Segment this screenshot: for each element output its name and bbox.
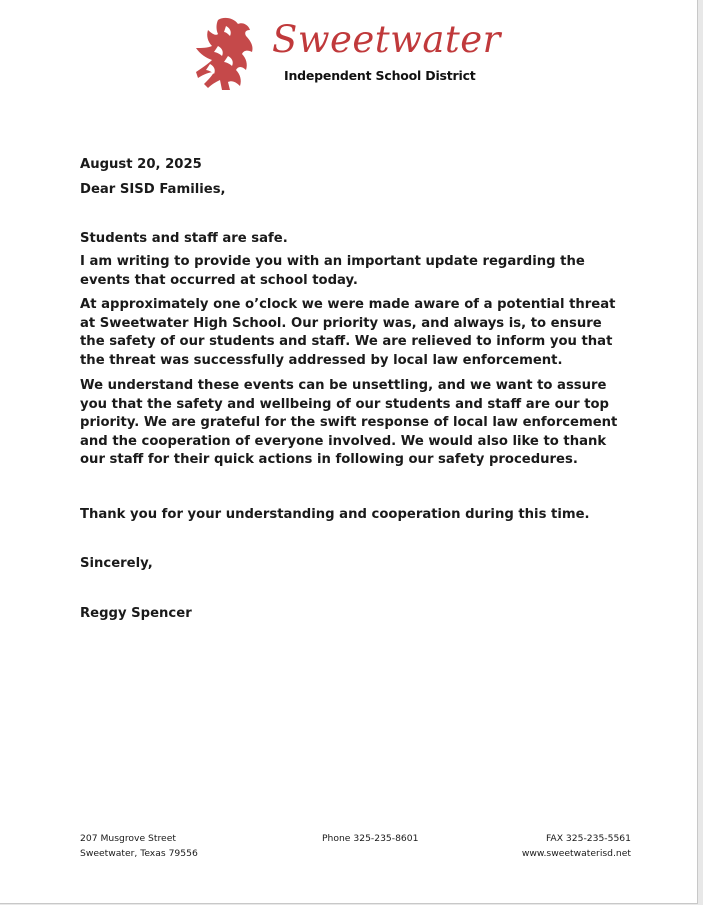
mustang-logo-icon bbox=[188, 16, 260, 92]
footer-address-line1: 207 Musgrove Street bbox=[80, 833, 176, 844]
footer-contact bbox=[522, 831, 631, 861]
footer-address bbox=[80, 831, 198, 861]
footer-address-line2: Sweetwater, Texas 79556 bbox=[80, 848, 198, 859]
letter-lead: Students and staff are safe. bbox=[80, 231, 288, 246]
district-logo bbox=[186, 16, 501, 96]
footer-fax: FAX 325-235-5561 bbox=[545, 833, 631, 844]
letter-paragraph: We understand these events can be unsettling, and we want to assure you that the safety and wellbeing of our students and staff are our top priority. We are grateful for the swift response of local law enforcement and the cooperation of everyone involved. We would also like to thank our staff for their quick actions in following our safety procedures. bbox=[80, 378, 618, 467]
letter-thanks: Thank you for your understanding and cooperation during this time. bbox=[80, 507, 590, 522]
footer-phone: Phone 325-235-8601 bbox=[322, 833, 419, 844]
district-name: Sweetwater bbox=[272, 18, 501, 61]
district-subtitle: Independent School District bbox=[284, 68, 476, 83]
letter-closing: Sincerely, bbox=[80, 556, 153, 571]
letter-paragraph: At approximately one o’clock we were made aware of a potential threat at Sweetwater High School. Our priority was, and always is, to ensure the safety of our students and staff. We are relieved to inform you that the threat was successfully addressed by local law enforcement. bbox=[80, 297, 616, 368]
footer-website[interactable]: www.sweetwaterisd.net bbox=[521, 848, 631, 859]
letter-date: August 20, 2025 bbox=[80, 157, 202, 172]
letter-greeting: Dear SISD Families, bbox=[80, 182, 226, 197]
letter-paragraph: I am writing to provide you with an important update regarding the events that occurred at school today. bbox=[80, 254, 585, 288]
letter-signature: Reggy Spencer bbox=[80, 606, 192, 621]
